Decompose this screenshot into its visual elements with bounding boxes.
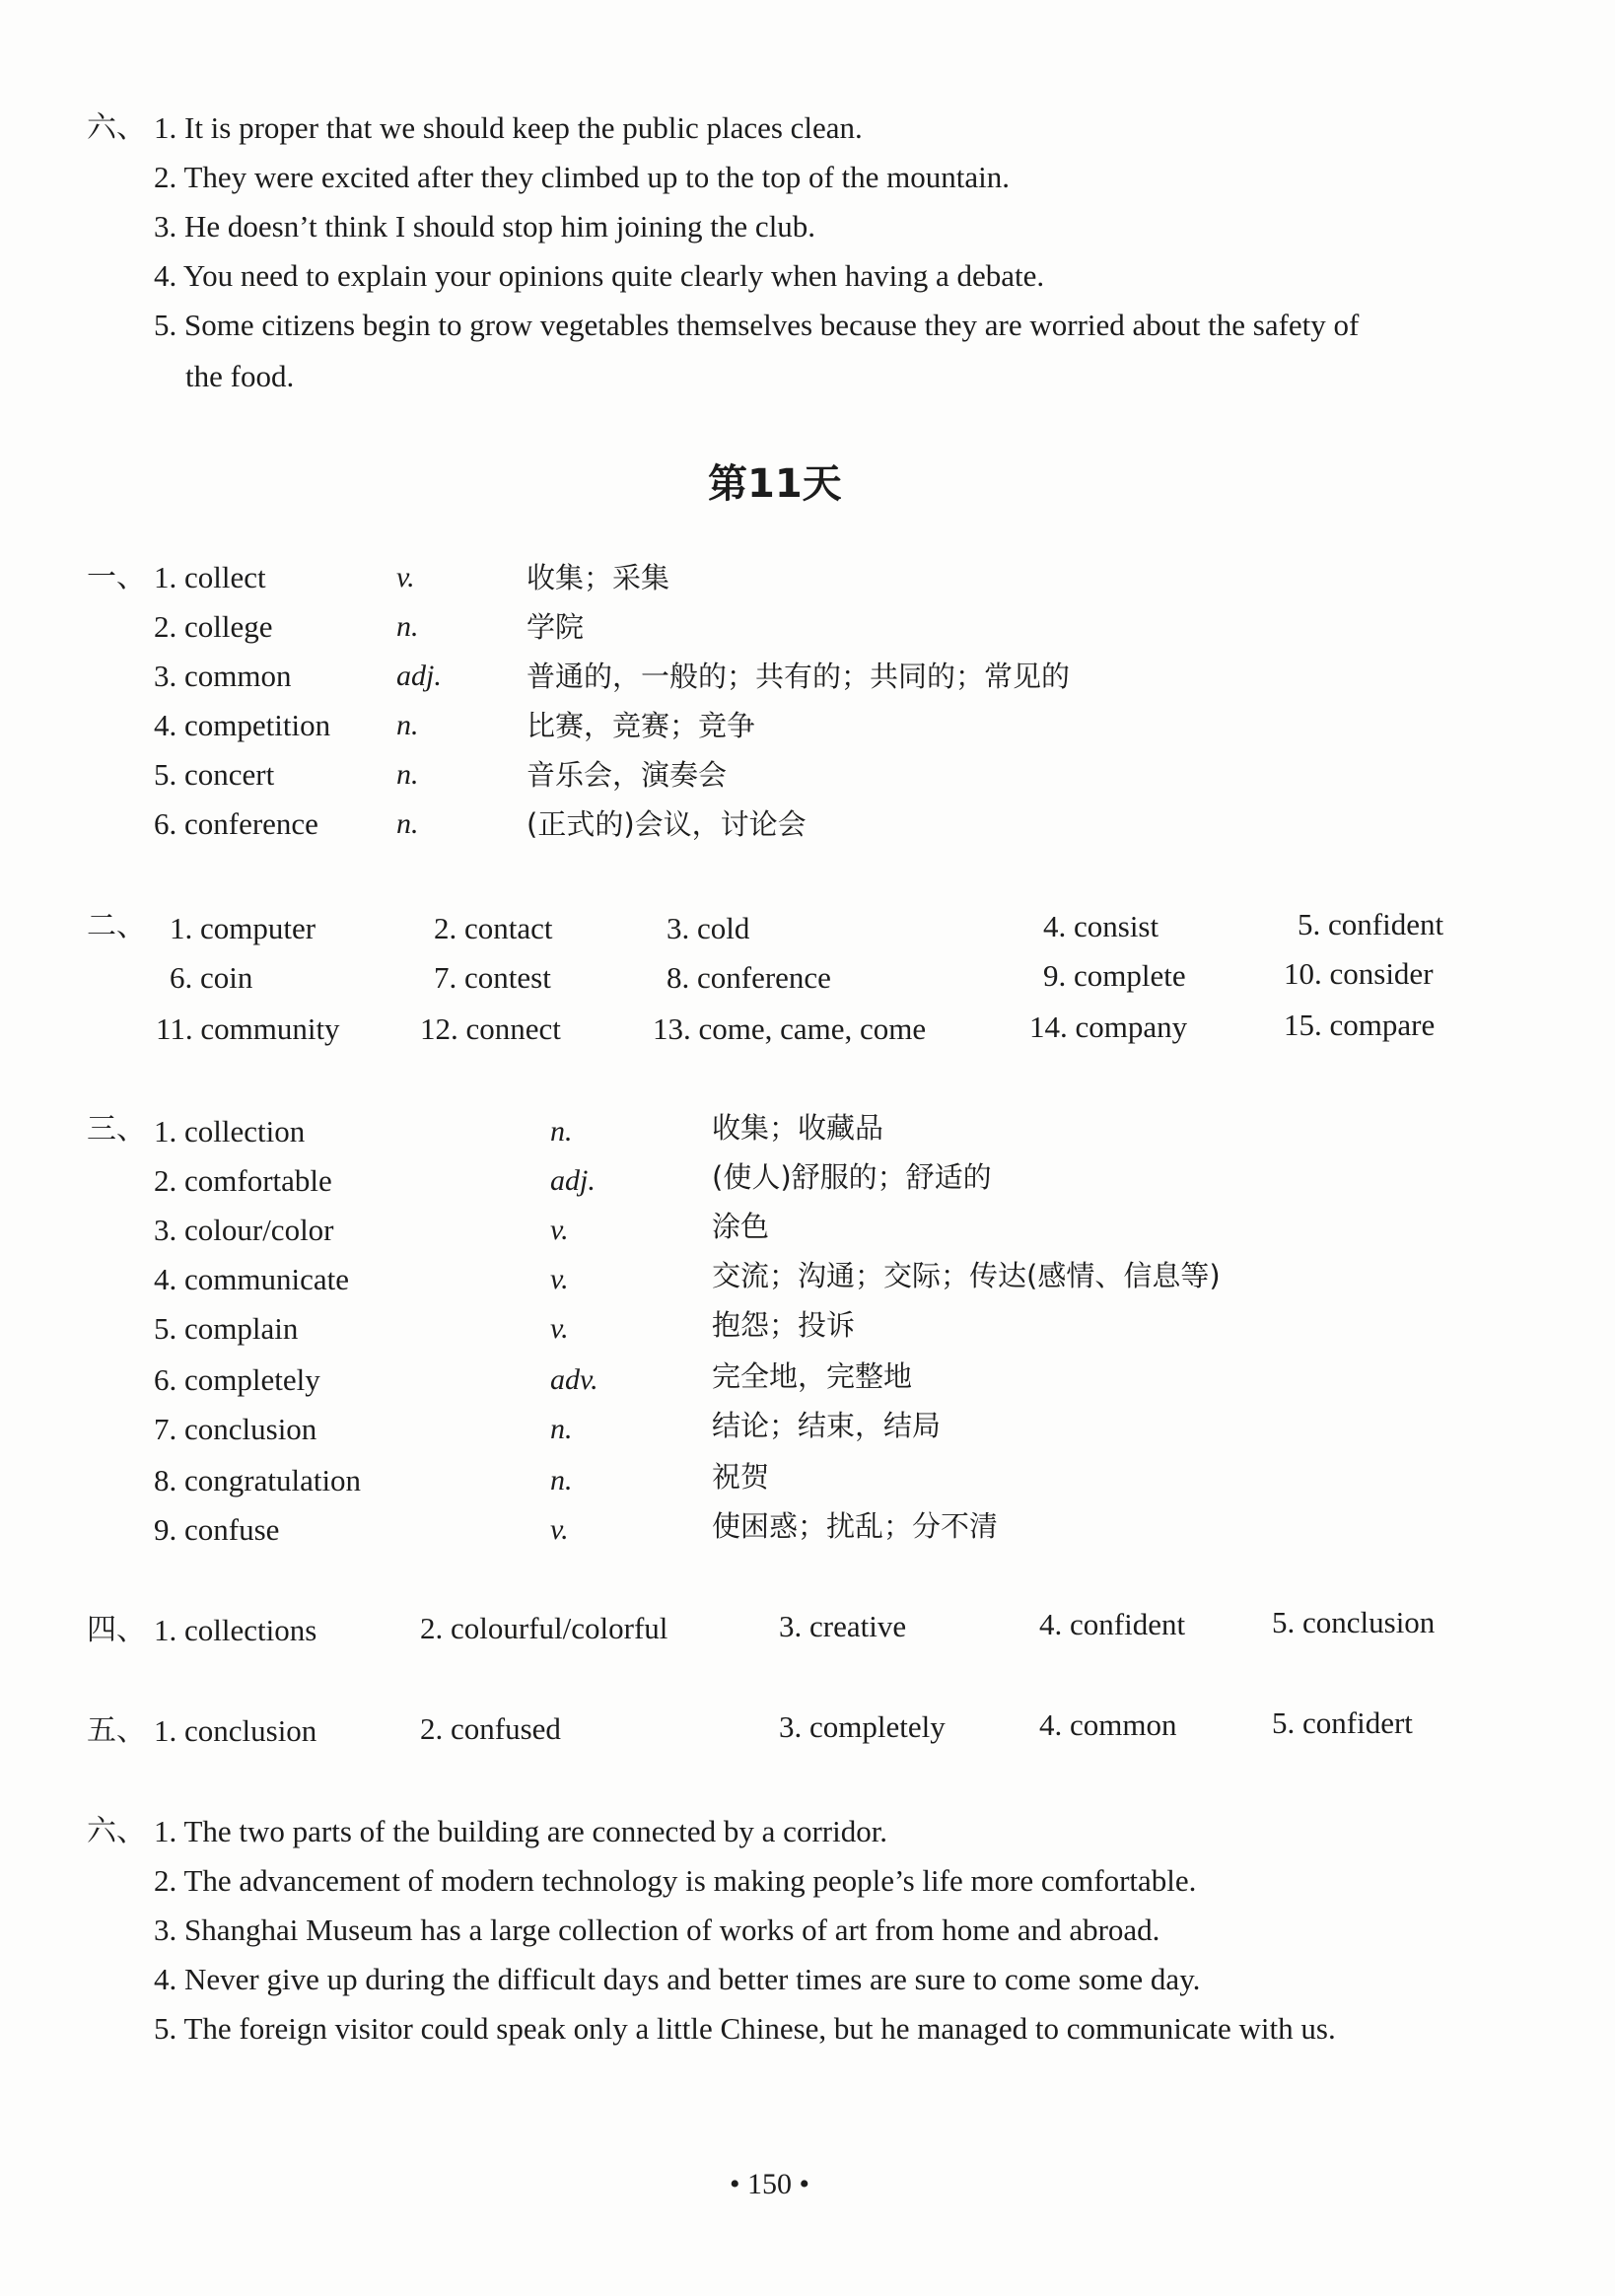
section-marker: 四、 [87, 1613, 146, 1647]
vocab-word: 6. completely [154, 1362, 320, 1397]
chinese-meaning: 完全地，完整地 [712, 1359, 913, 1393]
part-of-speech: n. [396, 807, 419, 840]
sentence-item: 3. Shanghai Museum has a large collection of works of art from home and abroad. [154, 1913, 1160, 1947]
vocab-word: 5. concert [154, 757, 275, 792]
page-number: • 150 • [730, 2168, 810, 2200]
part-of-speech: adj. [550, 1164, 596, 1197]
answer-item: 15. compare [1284, 1008, 1436, 1042]
part-of-speech: n. [396, 610, 419, 643]
part-of-speech: v. [396, 561, 415, 593]
answer-item: 5. confident [1298, 907, 1444, 941]
part-of-speech: v. [550, 1513, 569, 1546]
answer-item: 9. complete [1043, 958, 1186, 993]
answer-item: 10. consider [1284, 956, 1434, 991]
sentence-item: 5. Some citizens begin to grow vegetables themselves because they are worried about the safety of [154, 308, 1360, 342]
chinese-meaning: 祝贺 [712, 1460, 770, 1494]
part-of-speech: adv. [550, 1363, 598, 1396]
answer-item: 14. company [1029, 1009, 1188, 1044]
answer-item: 2. confused [420, 1711, 561, 1746]
vocab-word: 4. competition [154, 708, 331, 742]
vocab-word: 4. communicate [154, 1262, 349, 1296]
chinese-meaning: 使困惑；扰乱；分不清 [712, 1509, 999, 1543]
answer-item: 5. confidert [1272, 1705, 1413, 1740]
chinese-meaning: (正式的)会议，讨论会 [527, 807, 807, 841]
answer-item: 4. consist [1043, 909, 1159, 943]
vocab-word: 2. college [154, 609, 273, 644]
section-marker: 一、 [87, 560, 146, 594]
vocab-word: 3. common [154, 659, 292, 693]
sentence-item: 2. They were excited after they climbed up to the top of the mountain. [154, 160, 1011, 194]
chinese-meaning: (使人)舒服的；舒适的 [712, 1160, 992, 1194]
chinese-meaning: 抱怨；投诉 [712, 1308, 856, 1342]
chinese-meaning: 涂色 [712, 1210, 770, 1243]
sentence-item: 5. The foreign visitor could speak only a little Chinese, but he managed to communicate with us. [154, 2011, 1336, 2046]
vocab-word: 8. congratulation [154, 1463, 362, 1497]
vocab-word: 6. conference [154, 806, 318, 841]
vocab-word: 7. conclusion [154, 1412, 317, 1446]
sentence-continuation: the food. [185, 359, 295, 393]
answer-item: 2. colourful/colorful [420, 1611, 668, 1645]
sentence-item: 3. He doesn’t think I should stop him joining the club. [154, 209, 816, 244]
part-of-speech: adj. [396, 660, 442, 692]
answer-item: 13. come, came, come [653, 1011, 927, 1046]
section-marker: 六、 [87, 1814, 146, 1848]
sentence-item: 4. Never give up during the difficult days and better times are sure to come some day. [154, 1962, 1201, 1996]
answer-item: 1. computer [170, 911, 316, 945]
chinese-meaning: 交流；沟通；交际；传达(感情、信息等) [712, 1259, 1221, 1292]
sentence-item: 1. The two parts of the building are connected by a corridor. [154, 1814, 888, 1848]
part-of-speech: n. [396, 709, 419, 741]
answer-item: 1. conclusion [154, 1713, 317, 1748]
answer-item: 3. completely [779, 1709, 946, 1744]
answer-item: 3. creative [779, 1609, 907, 1643]
part-of-speech: n. [550, 1115, 573, 1148]
chinese-meaning: 学院 [527, 610, 585, 644]
sentence-item: 1. It is proper that we should keep the public places clean. [154, 110, 863, 145]
part-of-speech: v. [550, 1312, 569, 1345]
part-of-speech: v. [550, 1263, 569, 1295]
vocab-word: 1. collect [154, 560, 266, 594]
chinese-meaning: 音乐会，演奏会 [527, 758, 728, 792]
vocab-word: 2. comfortable [154, 1163, 332, 1198]
day-title: 第11天 [708, 461, 842, 507]
vocab-word: 3. colour/color [154, 1213, 334, 1247]
vocab-word: 1. collection [154, 1114, 306, 1148]
section-marker: 三、 [87, 1112, 146, 1147]
part-of-speech: n. [550, 1464, 573, 1496]
chinese-meaning: 收集；收藏品 [712, 1111, 884, 1145]
sentence-item: 2. The advancement of modern technology is making people’s life more comfortable. [154, 1863, 1197, 1898]
sentence-item: 4. You need to explain your opinions quite clearly when having a debate. [154, 258, 1045, 293]
answer-item: 6. coin [170, 960, 253, 995]
answer-item: 7. contest [434, 960, 551, 995]
chinese-meaning: 收集；采集 [527, 561, 670, 594]
part-of-speech: n. [396, 758, 419, 791]
answer-item: 3. cold [667, 911, 750, 945]
chinese-meaning: 结论；结束，结局 [712, 1409, 942, 1442]
section-marker: 六、 [87, 110, 146, 145]
answer-item: 4. common [1039, 1707, 1177, 1742]
answer-item: 2. contact [434, 911, 553, 945]
vocab-word: 9. confuse [154, 1512, 280, 1547]
answer-item: 8. conference [667, 960, 831, 995]
chinese-meaning: 比赛，竞赛；竞争 [527, 709, 756, 742]
chinese-meaning: 普通的，一般的；共有的；共同的；常见的 [527, 660, 1071, 693]
answer-item: 1. collections [154, 1613, 317, 1647]
answer-item: 12. connect [420, 1011, 561, 1046]
section-marker: 二、 [87, 909, 146, 943]
section-marker: 五、 [87, 1713, 146, 1748]
vocab-word: 5. complain [154, 1311, 299, 1346]
answer-item: 4. confident [1039, 1607, 1186, 1641]
answer-item: 11. community [156, 1011, 340, 1046]
answer-item: 5. conclusion [1272, 1605, 1436, 1639]
part-of-speech: n. [550, 1413, 573, 1445]
part-of-speech: v. [550, 1214, 569, 1246]
